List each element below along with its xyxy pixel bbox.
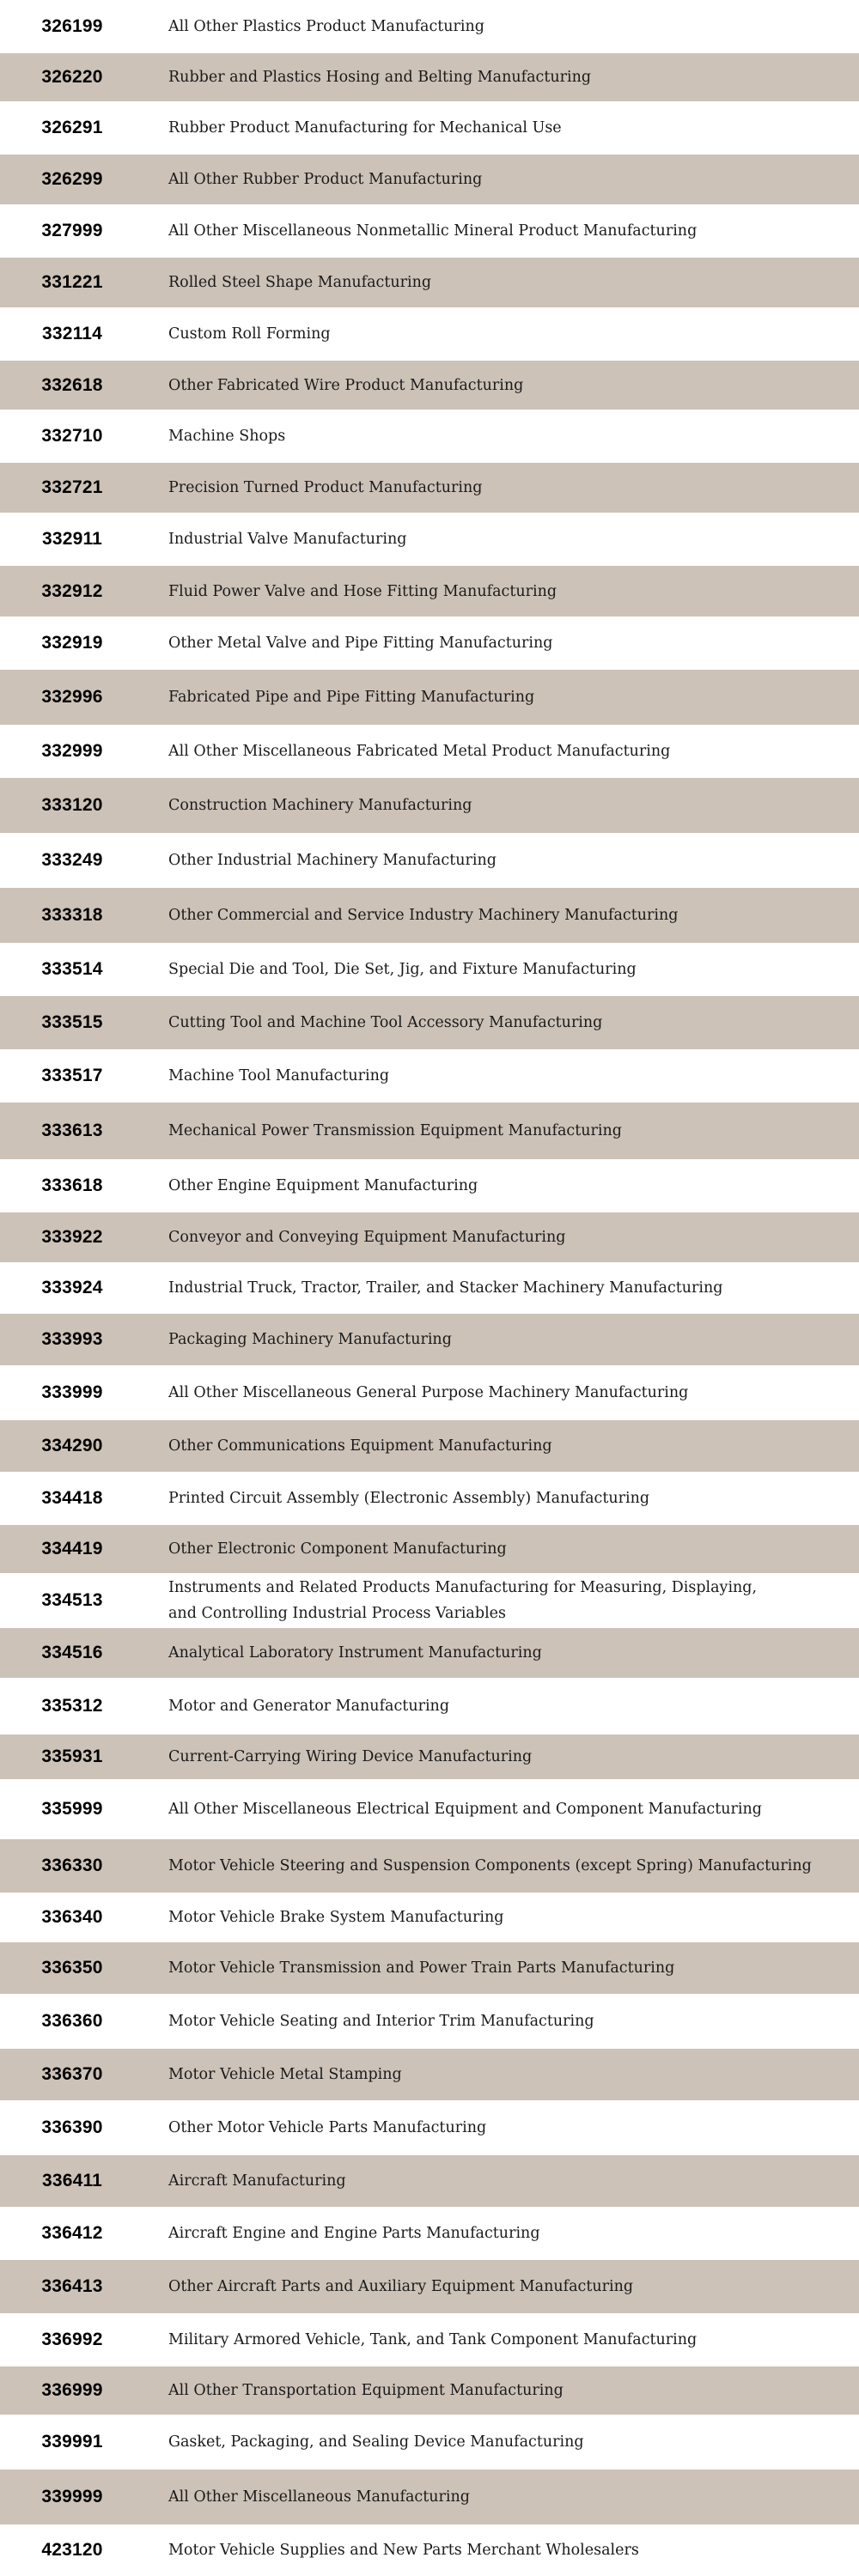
naics-code: 334290 (41, 1436, 103, 1455)
naics-description: Industrial Valve Manufacturing (168, 531, 407, 548)
naics-description (168, 1573, 833, 1628)
naics-description: Printed Circuit Assembly (Electronic Assembly) Manufacturing (168, 1490, 650, 1507)
naics-code: 339999 (41, 2487, 103, 2506)
naics-code: 332721 (41, 477, 103, 497)
naics-description: All Other Miscellaneous Electrical Equipment and Component Manufacturing (168, 1801, 762, 1818)
naics-description: Other Electronic Component Manufacturing (168, 1540, 507, 1558)
table-row (0, 1420, 859, 1472)
naics-code: 335312 (41, 1696, 103, 1716)
naics-code: 336350 (41, 1958, 103, 1978)
naics-description: Gasket, Packaging, and Sealing Device Manufacturing (168, 2433, 584, 2451)
naics-description: Fluid Power Valve and Hose Fitting Manufacturing (168, 582, 557, 600)
naics-description: Motor and Generator Manufacturing (168, 1698, 450, 1715)
table-row (0, 361, 859, 410)
naics-code: 336370 (41, 2064, 103, 2084)
table-row (0, 996, 859, 1049)
table-row (0, 1942, 859, 1994)
table-row (0, 513, 859, 566)
table-row (0, 1573, 859, 1628)
table-row (0, 566, 859, 617)
naics-code: 332919 (41, 633, 103, 653)
naics-description: Industrial Truck, Tractor, Trailer, and Stacker Machinery Manufacturing (168, 1279, 723, 1297)
naics-code: 333120 (41, 795, 103, 815)
table-row (0, 53, 859, 101)
naics-code: 332996 (41, 687, 103, 707)
naics-description: Other Communications Equipment Manufacturing (168, 1437, 552, 1455)
naics-description: Other Aircraft Parts and Auxiliary Equipment Manufacturing (168, 2278, 634, 2295)
table-row (0, 1314, 859, 1365)
naics-code: 335931 (41, 1747, 103, 1766)
naics-code: 333318 (41, 905, 103, 925)
naics-description: Motor Vehicle Transmission and Power Train Parts Manufacturing (168, 1959, 675, 1977)
table-row (0, 833, 859, 888)
naics-description: Other Commercial and Service Industry Machinery Manufacturing (168, 907, 679, 924)
naics-description: Precision Turned Product Manufacturing (168, 479, 483, 496)
table-row (0, 410, 859, 463)
naics-code: 423120 (41, 2540, 103, 2560)
naics-code: 336411 (41, 2171, 103, 2190)
naics-description: All Other Miscellaneous Manufacturing (168, 2488, 470, 2506)
table-row (0, 463, 859, 513)
naics-code: 334516 (41, 1643, 103, 1662)
naics-code: 333515 (41, 1012, 103, 1032)
naics-code: 336360 (41, 2011, 103, 2031)
naics-description: Motor Vehicle Metal Stamping (168, 2066, 402, 2083)
naics-code: 326291 (41, 118, 103, 137)
naics-code: 336340 (41, 1907, 103, 1927)
naics-description: Analytical Laboratory Instrument Manufacturing (168, 1644, 542, 1662)
table-row (0, 1525, 859, 1573)
naics-description: Cutting Tool and Machine Tool Accessory Manufacturing (168, 1014, 603, 1031)
table-row (0, 155, 859, 204)
naics-code: 326199 (41, 16, 103, 36)
naics-description: Rubber Product Manufacturing for Mechanical Use (168, 119, 562, 137)
naics-code: 333249 (41, 850, 103, 870)
naics-description: Fabricated Pipe and Pipe Fitting Manufacturing (168, 689, 535, 706)
table-row (0, 204, 859, 258)
table-row (0, 101, 859, 155)
naics-description: All Other Rubber Product Manufacturing (168, 171, 483, 188)
naics-code: 334419 (41, 1539, 103, 1558)
table-row (0, 258, 859, 307)
table-row (0, 2313, 859, 2366)
table-row (0, 2524, 859, 2576)
naics-code: 327999 (41, 221, 103, 240)
naics-code: 333924 (41, 1278, 103, 1297)
naics-code: 336999 (41, 2380, 103, 2400)
table-row (0, 2049, 859, 2100)
table-row (0, 888, 859, 943)
table-row (0, 2470, 859, 2524)
table-row (0, 1103, 859, 1159)
table-row (0, 1262, 859, 1314)
table-row (0, 1472, 859, 1525)
naics-description: Motor Vehicle Brake System Manufacturing (168, 1909, 504, 1926)
naics-description: Construction Machinery Manufacturing (168, 797, 472, 814)
naics-description-line: Instruments and Related Products Manufacturing for Measuring, Displaying, (168, 1579, 758, 1596)
naics-code: 334418 (41, 1488, 103, 1508)
naics-code: 333517 (41, 1066, 103, 1085)
table-row (0, 2415, 859, 2470)
naics-description: All Other Miscellaneous General Purpose Machinery Manufacturing (168, 1384, 689, 1401)
naics-description: Rolled Steel Shape Manufacturing (168, 274, 432, 291)
naics-code: 336390 (41, 2117, 103, 2137)
table-row (0, 778, 859, 833)
naics-description: Motor Vehicle Steering and Suspension Components (except Spring) Manufacturing (168, 1857, 812, 1874)
naics-description: Aircraft Engine and Engine Parts Manufacturing (168, 2225, 540, 2242)
table-row (0, 2260, 859, 2313)
table-row (0, 1735, 859, 1779)
naics-description: Rubber and Plastics Hosing and Belting Manufacturing (168, 69, 592, 86)
naics-description: Other Fabricated Wire Product Manufacturing (168, 376, 524, 394)
naics-code: 333514 (41, 959, 103, 979)
naics-description: Other Engine Equipment Manufacturing (168, 1177, 478, 1194)
naics-description: Special Die and Tool, Die Set, Jig, and Fixture Manufacturing (168, 961, 637, 978)
naics-code: 326220 (41, 67, 103, 87)
naics-code: 332999 (41, 741, 103, 761)
naics-code: 334513 (41, 1590, 103, 1610)
table-row (0, 1678, 859, 1735)
table-row (0, 0, 859, 53)
naics-description: All Other Miscellaneous Fabricated Metal Product Manufacturing (168, 743, 671, 760)
naics-description: Conveyor and Conveying Equipment Manufacturing (168, 1229, 566, 1246)
naics-description: Other Motor Vehicle Parts Manufacturing (168, 2119, 487, 2136)
naics-code: 333993 (41, 1329, 103, 1349)
naics-description: Machine Shops (168, 428, 286, 445)
table-row (0, 1994, 859, 2049)
naics-description: Mechanical Power Transmission Equipment Manufacturing (168, 1122, 622, 1139)
naics-description: All Other Transportation Equipment Manufacturing (168, 2382, 564, 2399)
naics-description: Motor Vehicle Seating and Interior Trim Manufacturing (168, 2013, 594, 2030)
naics-code: 332710 (41, 426, 103, 446)
table-row (0, 617, 859, 670)
naics-description: Machine Tool Manufacturing (168, 1067, 390, 1084)
naics-code: 333613 (41, 1121, 103, 1140)
naics-code: 335999 (41, 1799, 103, 1819)
table-row (0, 670, 859, 725)
naics-description: Other Industrial Machinery Manufacturing (168, 852, 497, 869)
naics-description: Current-Carrying Wiring Device Manufacturing (168, 1748, 533, 1765)
table-row (0, 1049, 859, 1103)
naics-code: 336330 (41, 1856, 103, 1875)
table-row (0, 2100, 859, 2155)
naics-code: 336412 (41, 2223, 103, 2243)
naics-code: 332114 (41, 324, 103, 343)
naics-code: 336992 (41, 2330, 103, 2349)
naics-description: All Other Plastics Product Manufacturing (168, 18, 484, 35)
naics-code: 336413 (41, 2276, 103, 2296)
table-row (0, 1159, 859, 1212)
table-row (0, 2207, 859, 2260)
naics-description-line: and Controlling Industrial Process Variables (168, 1605, 507, 1622)
naics-code: 339991 (41, 2432, 103, 2451)
naics-code: 332911 (41, 529, 103, 549)
naics-code: 333922 (41, 1227, 103, 1247)
naics-description-multiline (168, 1575, 757, 1626)
naics-code: 332618 (41, 374, 103, 395)
table-row (0, 1212, 859, 1262)
table-row (0, 1365, 859, 1420)
table-row (0, 943, 859, 996)
table-row (0, 1839, 859, 1893)
table-row (0, 1893, 859, 1942)
naics-code: 331221 (41, 272, 103, 292)
table-row (0, 725, 859, 778)
table-row (0, 2366, 859, 2415)
naics-description: Aircraft Manufacturing (168, 2172, 346, 2190)
naics-description: Other Metal Valve and Pipe Fitting Manufacturing (168, 635, 553, 652)
naics-description: Packaging Machinery Manufacturing (168, 1331, 452, 1348)
naics-description: All Other Miscellaneous Nonmetallic Mineral Product Manufacturing (168, 222, 698, 240)
table-row (0, 2155, 859, 2207)
naics-code: 326299 (41, 169, 103, 189)
naics-description: Military Armored Vehicle, Tank, and Tank Component Manufacturing (168, 2331, 698, 2348)
table-row (0, 1779, 859, 1839)
naics-code: 332912 (41, 580, 103, 601)
naics-description: Custom Roll Forming (168, 325, 331, 343)
naics-code: 333618 (41, 1176, 103, 1195)
naics-code: 333999 (41, 1382, 103, 1402)
naics-description: Motor Vehicle Supplies and New Parts Merchant Wholesalers (168, 2542, 639, 2559)
table-row (0, 307, 859, 361)
table-row (0, 1628, 859, 1678)
